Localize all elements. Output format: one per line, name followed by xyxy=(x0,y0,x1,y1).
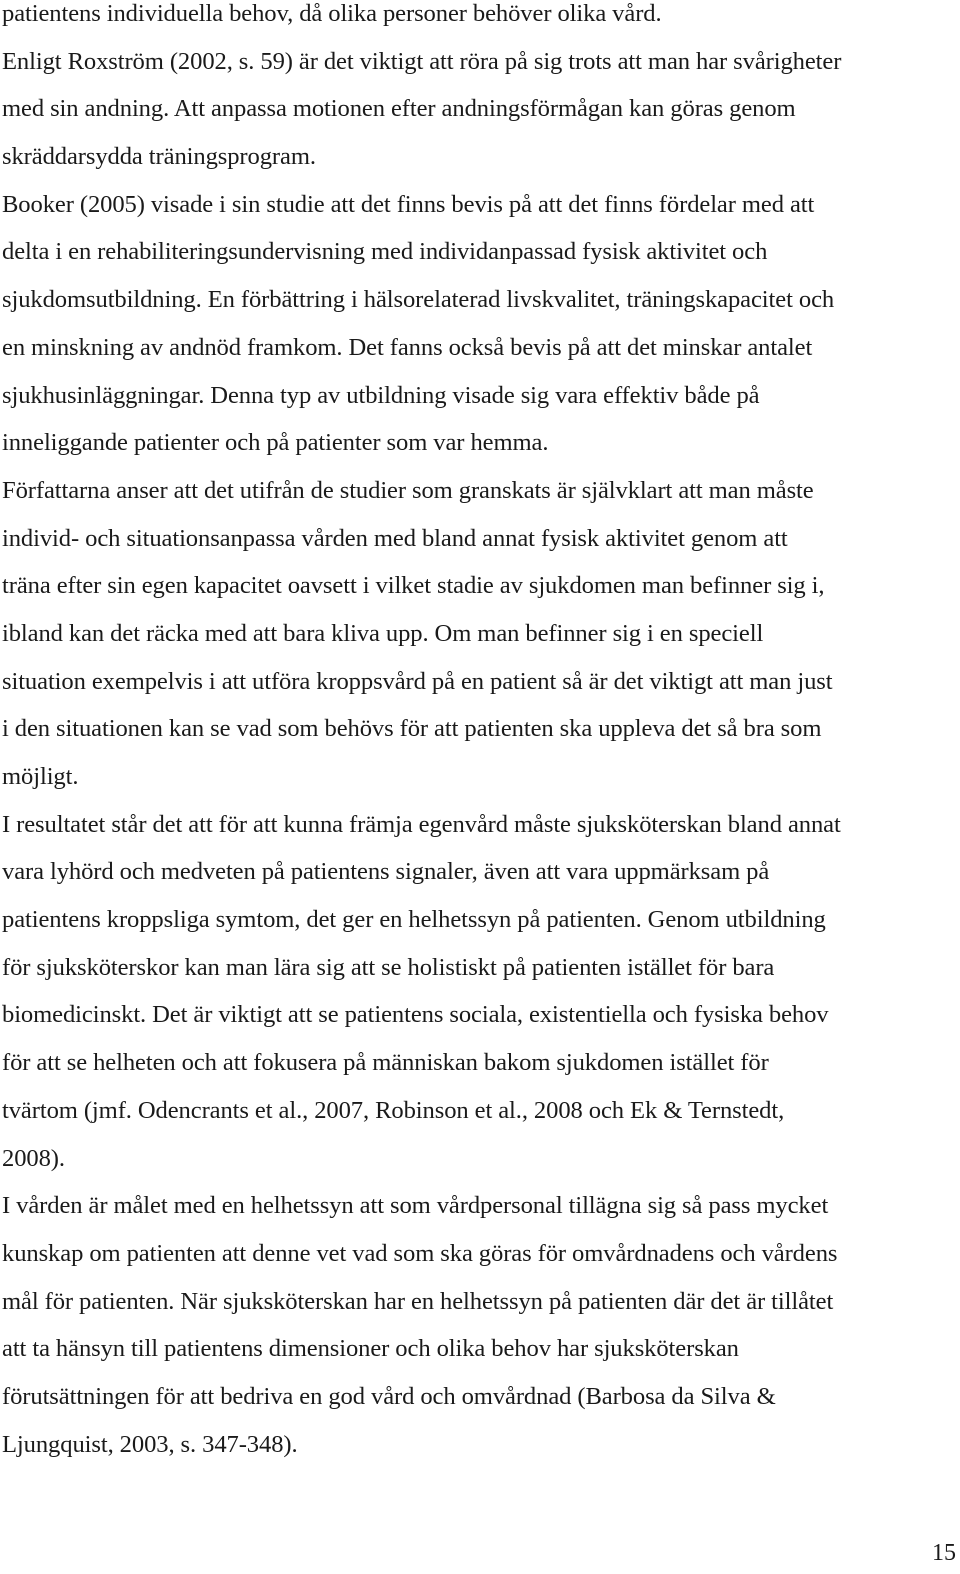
paragraph xyxy=(2,467,958,801)
text-line: biomedicinskt. Det är viktigt att se patientens sociala, existentiella och fysiska behov xyxy=(2,1001,829,1029)
text-line: ibland kan det räcka med att bara kliva upp. Om man befinner sig i en speciell xyxy=(2,619,764,647)
text-line: delta i en rehabiliteringsundervisning med individanpassad fysisk aktivitet och xyxy=(2,238,768,266)
text-line: patientens kroppsliga symtom, det ger en helhetssyn på patienten. Genom utbildning xyxy=(2,906,826,934)
text-line: träna efter sin egen kapacitet oavsett i vilket stadie av sjukdomen man befinner sig i, xyxy=(2,572,825,600)
text-line: 2008). xyxy=(2,1144,65,1172)
text-line: möjligt. xyxy=(2,763,79,790)
text-line: tvärtom (jmf. Odencrants et al., 2007, Robinson et al., 2008 och Ek & Ternstedt, xyxy=(2,1096,785,1124)
text-line: skräddarsydda träningsprogram. xyxy=(2,143,316,171)
text-line: Ljungquist, 2003, s. 347-348). xyxy=(2,1430,298,1458)
text-line: I resultatet står det att för att kunna främja egenvård måste sjuksköterskan bland annat xyxy=(2,810,841,838)
page-number: 15 xyxy=(932,1540,956,1566)
text-line: inneliggande patienter och på patienter som var hemma. xyxy=(2,429,549,457)
text-line: förutsättningen för att bedriva en god vård och omvårdnad (Barbosa da Silva & xyxy=(2,1382,776,1410)
text-line: sjukdomsutbildning. En förbättring i hälsorelaterad livskvalitet, träningskapacitet och xyxy=(2,286,835,314)
text-line: Booker (2005) visade i sin studie att det finns bevis på att det finns fördelar med att xyxy=(2,190,815,218)
text-line: med sin andning. Att anpassa motionen efter andningsförmågan kan göras genom xyxy=(2,95,796,123)
text-line: Författarna anser att det utifrån de studier som granskats är självklart att man måste xyxy=(2,476,814,504)
text-line: mål för patienten. När sjuksköterskan har en helhetssyn på patienten där det är tillåtet xyxy=(2,1287,834,1315)
text-line: situation exempelvis i att utföra kroppsvård på en patient så är det viktigt att man just xyxy=(2,667,833,695)
text-line: patientens individuella behov, då olika personer behöver olika vård. xyxy=(2,0,662,27)
text-line: för sjuksköterskor kan man lära sig att se holistiskt på patienten istället för bara xyxy=(2,953,775,981)
text-line: en minskning av andnöd framkom. Det fanns också bevis på att det minskar antalet xyxy=(2,333,813,361)
paragraph xyxy=(2,0,958,181)
text-line: vara lyhörd och medveten på patientens signaler, även att vara uppmärksam på xyxy=(2,858,770,886)
text-line: Enligt Roxström (2002, s. 59) är det viktigt att röra på sig trots att man har svårigheter xyxy=(2,47,842,75)
text-line: för att se helheten och att fokusera på människan bakom sjukdomen istället för xyxy=(2,1049,769,1077)
text-line: sjukhusinläggningar. Denna typ av utbildning visade sig vara effektiv både på xyxy=(2,381,760,409)
body-text xyxy=(2,0,958,1468)
text-line: i den situationen kan se vad som behövs för att patienten ska uppleva det så bra som xyxy=(2,715,822,743)
text-line: att ta hänsyn till patientens dimensioner och olika behov har sjuksköterskan xyxy=(2,1335,739,1363)
paragraph xyxy=(2,801,958,1183)
text-line: I vården är målet med en helhetssyn att som vårdpersonal tillägna sig så pass mycket xyxy=(2,1192,829,1220)
text-line: individ- och situationsanpassa vården med bland annat fysisk aktivitet genom att xyxy=(2,524,788,552)
paragraph xyxy=(2,1182,958,1468)
paragraph xyxy=(2,181,958,467)
text-line: kunskap om patienten att denne vet vad som ska göras för omvårdnadens och vårdens xyxy=(2,1239,838,1267)
